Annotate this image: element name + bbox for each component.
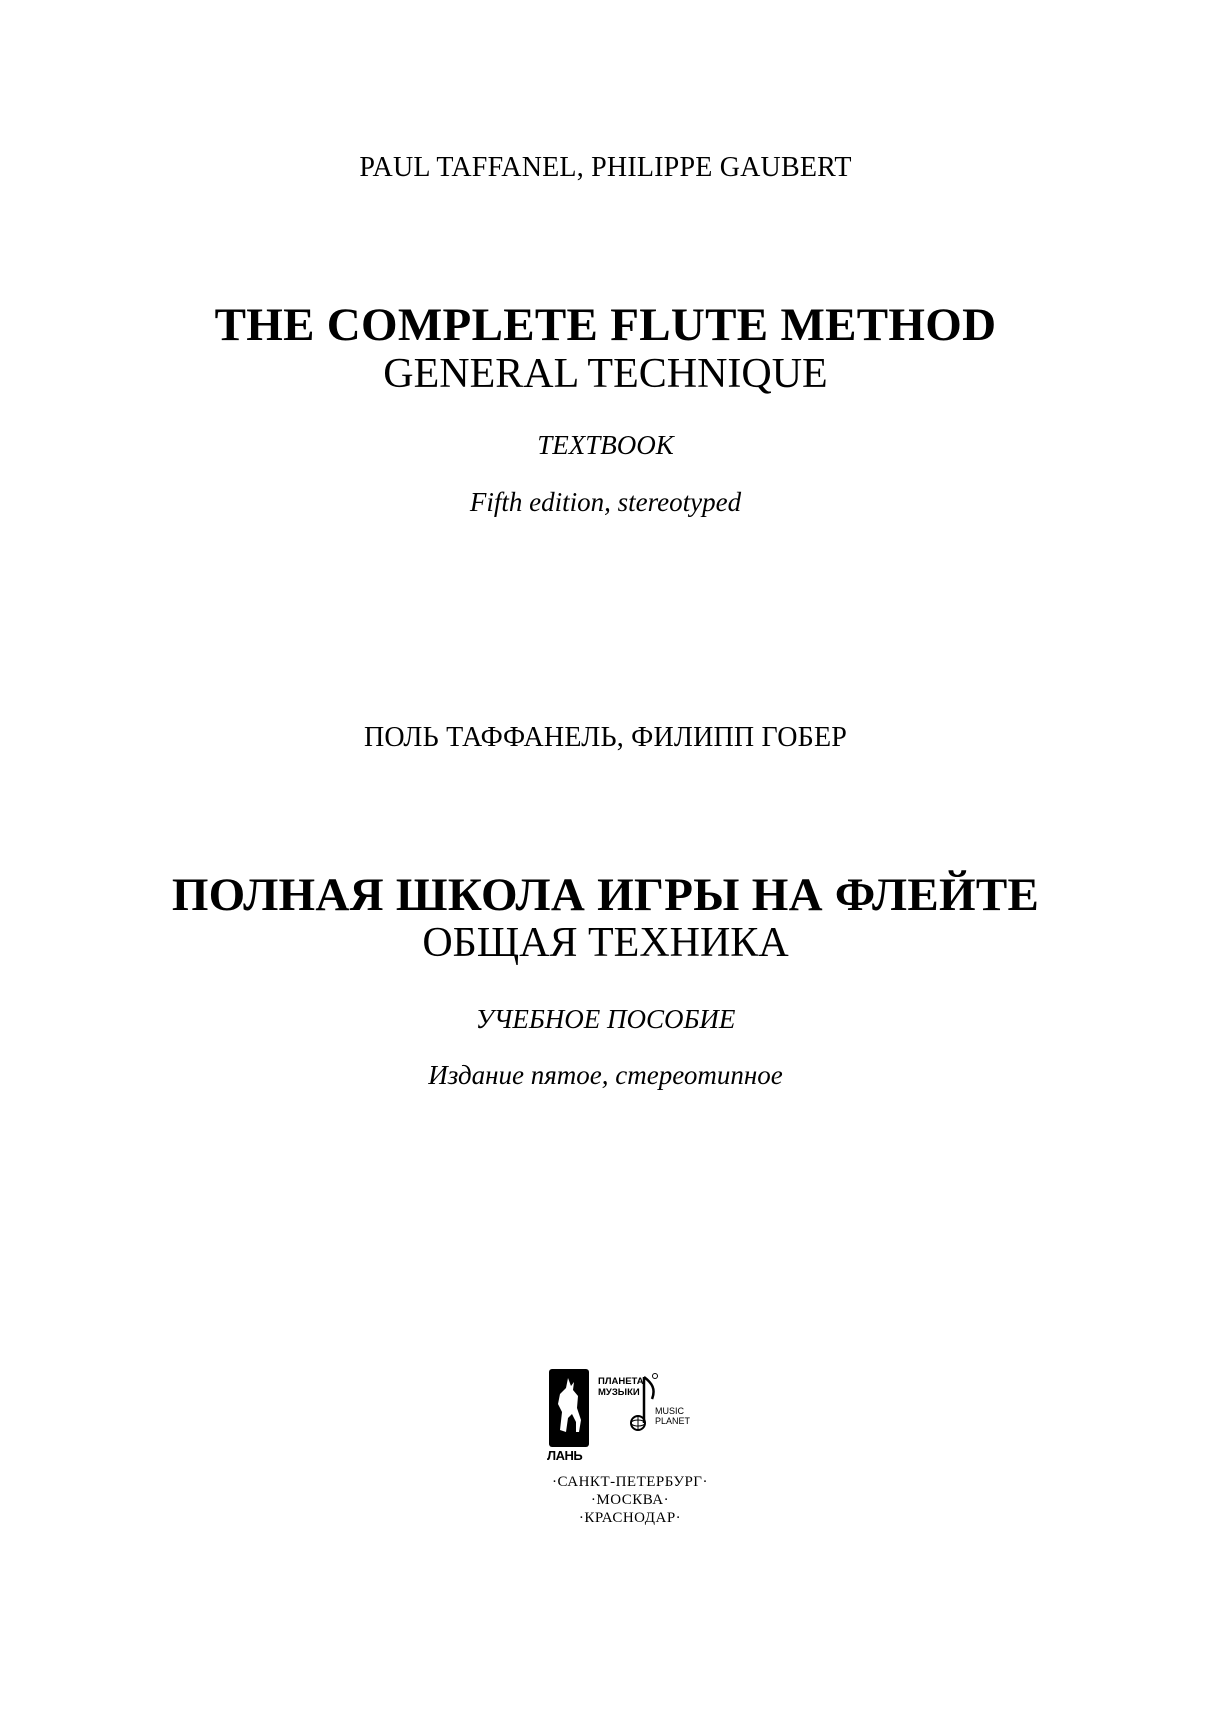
english-title: THE COMPLETE FLUTE METHOD [214,299,997,351]
doe-logo-icon [548,1368,590,1448]
lan-logo-text: ЛАНЬ [547,1448,583,1463]
english-authors: PAUL TAFFANEL, PHILIPPE GAUBERT [359,152,852,183]
city-saint-petersburg: ·САНКТ-ПЕТЕРБУРГ· [552,1474,708,1490]
publisher-logo-block [540,1368,720,1526]
city-krasnodar: ·КРАСНОДАР· [578,1510,682,1526]
music-planet-en-text: MUSIC PLANET [655,1406,691,1426]
english-edition: Fifth edition, stereotyped [469,487,742,517]
english-book-type: TEXTBOOK [537,430,674,460]
city-moscow: ·МОСКВА· [590,1492,670,1508]
russian-book-type: УЧЕБНОЕ ПОСОБИЕ [475,1004,736,1034]
russian-subtitle: ОБЩАЯ ТЕХНИКА [422,920,789,966]
russian-authors: ПОЛЬ ТАФФАНЕЛЬ, ФИЛИПП ГОБЕР [363,722,848,753]
english-subtitle: GENERAL TECHNIQUE [383,351,828,397]
music-planet-ru-text: ПЛАНЕТА МУЗЫКИ [598,1376,644,1398]
russian-edition: Издание пятое, стереотипное [428,1060,783,1090]
russian-title: ПОЛНАЯ ШКОЛА ИГРЫ НА ФЛЕЙТЕ [171,869,1040,921]
